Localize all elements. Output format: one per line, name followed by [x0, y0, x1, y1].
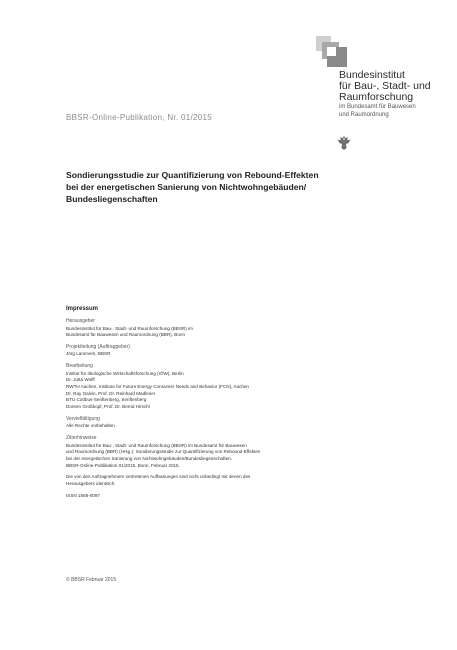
impressum-block [66, 306, 406, 504]
section-line: Bundesinstitut für Bau-, Stadt- und Raumforschung (BBSR) im Bundesamt für Bauwesen [66, 442, 247, 448]
section-line: Herausgebers identisch. [66, 481, 116, 487]
section-line: und Raumordnung (BBR) (Hrsg.): Sondierungsstudie zur Quantifizierung von Rebound-Effekten [66, 449, 261, 455]
section-line: RWTH Aachen, Institute for Future Energy Consumer Needs and Behavior (FCN), Aachen [66, 384, 249, 390]
section-line: Die von den Auftragnehmern vertretenen Auffassungen sind nicht unbedingt mit denen des [66, 474, 251, 480]
section-line: Bundesinstitut für Bau-, Stadt- und Raumforschung (BBSR) im [66, 325, 193, 331]
section-disclaimer [66, 474, 406, 487]
bbsr-logo-icon [316, 36, 344, 68]
title-line: Bundesliegenschaften [66, 194, 158, 204]
institute-name-line: Bundesinstitut [339, 69, 405, 81]
section-label: Projektleitung (Auftraggeber) [66, 343, 130, 350]
publication-series: BBSR-Online-Publikation, Nr. 01/2015 [66, 113, 212, 122]
section-line: Dr. Ray Galvin, Prof. Dr. Reinhard Madlener [66, 390, 156, 396]
institute-name-line: für Bau-, Stadt- und [339, 80, 431, 92]
institute-subline [339, 103, 454, 119]
section-line: Institut für ökologische Wirtschaftsforschung (IÖW), Berlin [66, 370, 184, 376]
section-label: Vervielfältigung [66, 415, 100, 422]
section-line: BTU Cottbus-Senftenberg, Senftenberg [66, 397, 147, 403]
section-label: Herausgeber [66, 318, 95, 324]
section-project-lead [66, 344, 406, 358]
institute-name-line: Raumforschung [339, 91, 414, 103]
section-issn [66, 493, 406, 500]
section-line: Bundesamt für Bauwesen und Raumordnung (BBR), Bonn [66, 332, 185, 338]
section-reproduction [66, 416, 406, 430]
section-line: Jörg Lammers, BBSR [66, 351, 111, 357]
title-line: bei der energetischen Sanierung von Nichtwohngebäuden/ [66, 182, 307, 192]
section-line: ISSN 1868-0097 [66, 492, 100, 498]
section-line: BBSR-Online-Publikation 01/2015, Bonn, Februar 2015. [66, 462, 180, 468]
section-authors [66, 363, 406, 411]
section-publisher [66, 318, 406, 339]
impressum-heading: Impressum [66, 306, 99, 312]
copyright-notice: © BBSR Februar 2015 [66, 577, 117, 583]
section-line: Alle Rechte vorbehalten [66, 423, 115, 429]
institute-name [339, 70, 454, 103]
section-line: bei der energetischen Sanierung von Nichtwohngebäuden/Bundesliegenschaften. [66, 455, 233, 461]
section-line: Doreen Großkopf, Prof. Dr. Bernd Hirschl [66, 404, 150, 410]
section-label: Zitierhinweise [66, 435, 97, 442]
institute-subline-line: und Raumordnung [339, 112, 389, 118]
section-label: Bearbeitung [66, 363, 93, 370]
section-line: Dr. Jutta Wolff [66, 377, 95, 383]
section-citation [66, 435, 406, 469]
federal-eagle-icon [337, 135, 351, 151]
institute-subline-line: im Bundesamt für Bauwesen [339, 104, 416, 110]
title-line: Sondierungsstudie zur Quantifizierung von Rebound-Effekten [66, 170, 319, 180]
document-title [66, 169, 386, 205]
